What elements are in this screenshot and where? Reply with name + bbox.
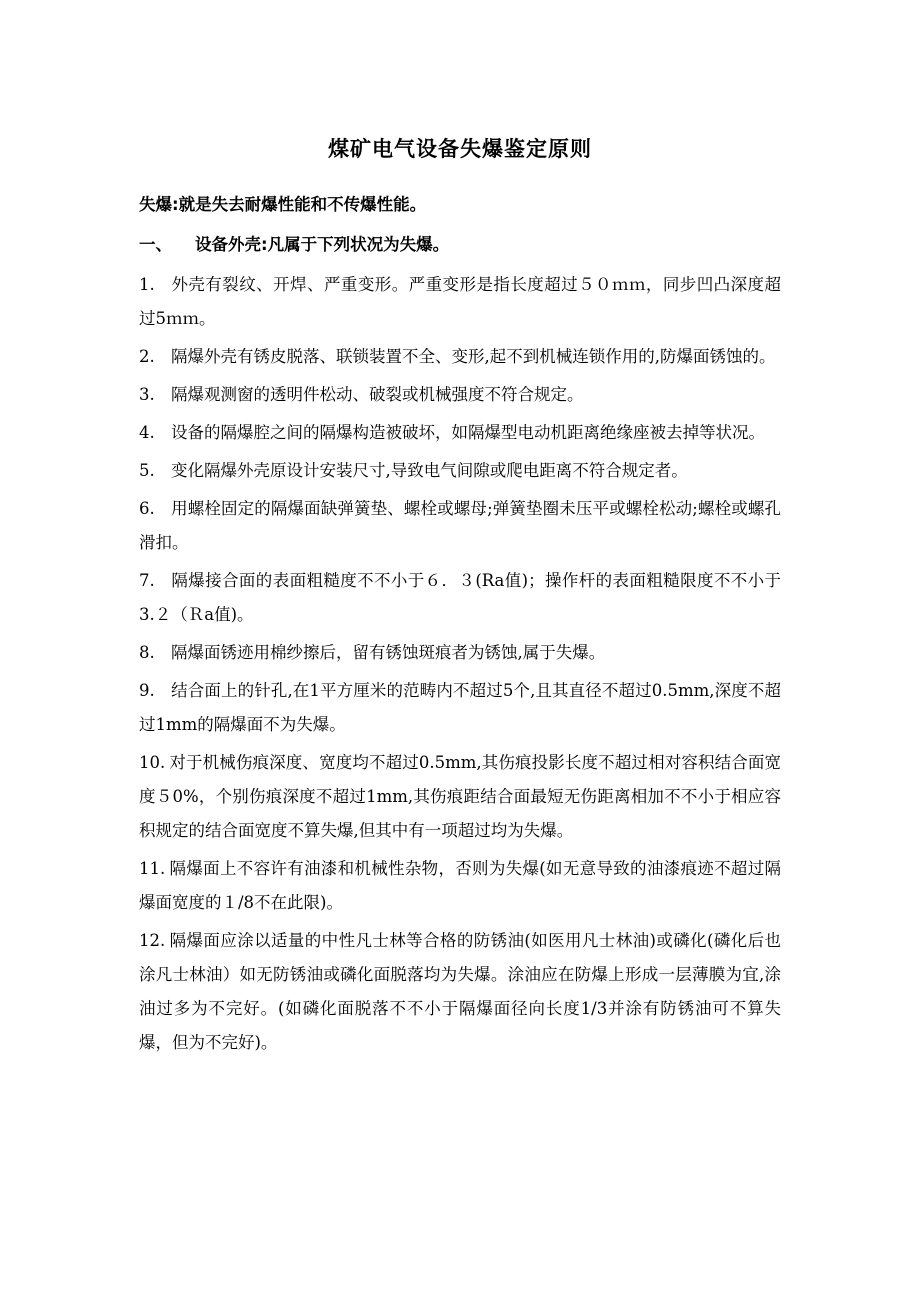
item-number: 7. [139,571,155,590]
item-number: 1. [139,275,155,294]
list-item [139,674,781,742]
list-item [139,492,781,560]
list-item [139,564,781,632]
item-number: 3. [139,385,155,404]
list-item [139,636,781,670]
list-item [139,454,781,488]
list-item [139,378,781,412]
item-text: 结合面上的针孔,在1平方厘米的范畴内不超过5个,且其直径不超过0.5mm,深度不超过1mm的隔爆面不为失爆。 [139,681,781,734]
item-number: 10. [139,753,166,772]
item-text: 隔爆面上不容许有油漆和机械性杂物，否则为失爆(如无意导致的油漆痕迹不超过隔爆面宽度的１/8不在此限)。 [139,859,781,912]
list-item [139,340,781,374]
section-number: 一、 [139,235,172,254]
item-text: 隔爆面锈迹用棉纱擦后，留有锈蚀斑痕者为锈蚀,属于失爆。 [171,643,606,662]
section-heading [139,228,781,262]
item-number: 5. [139,461,155,480]
item-text: 隔爆接合面的表面粗糙度不不小于６．３(Ra值)；操作杆的表面粗糙限度不不小于3.２（Ｒa值)。 [139,571,781,624]
item-number: 8. [139,643,155,662]
list-item [139,924,781,1060]
item-text: 变化隔爆外壳原设计安装尺寸,导致电气间隙或爬电距离不符合规定者。 [171,461,688,480]
document-body [139,188,781,1064]
list-item [139,746,781,848]
item-text: 隔爆观测窗的透明件松动、破裂或机械强度不符合规定。 [171,385,584,404]
item-number: 12. [139,931,166,950]
item-text: 设备的隔爆腔之间的隔爆构造被破坏，如隔爆型电动机距离绝缘座被去掉等状况。 [171,423,765,442]
document-title: 煤矿电气设备失爆鉴定原则 [328,137,592,161]
item-number: 9. [139,681,155,700]
item-number: 6. [139,499,155,518]
item-text: 用螺栓固定的隔爆面缺弹簧垫、螺栓或螺母;弹簧垫圈未压平或螺栓松动;螺栓或螺孔滑扣。 [139,499,781,552]
item-text: 外壳有裂纹、开焊、严重变形。严重变形是指长度超过５０ｍｍ，同步凹凸深度超过5ｍｍ。 [139,275,781,328]
item-text: 隔爆外壳有锈皮脱落、联锁装置不全、变形,起不到机械连锁作用的,防爆面锈蚀的。 [171,347,776,366]
definition-line: 失爆:就是失去耐爆性能和不传爆性能。 [139,195,427,214]
item-number: 2. [139,347,155,366]
item-number: 11. [139,859,166,878]
list-item [139,416,781,450]
list-item [139,268,781,336]
list-item [139,852,781,920]
item-number: 4. [139,423,155,442]
item-text: 隔爆面应涂以适量的中性凡士林等合格的防锈油(如医用凡士林油)或磷化(磷化后也涂凡士林油）如无防锈油或磷化面脱落均为失爆。涂油应在防爆上形成一层薄膜为宜,涂油过多为不完好。(如磷化面脱落不不小于隔爆面径向长度1/3并涂有防锈油可不算失爆，但为不完好)。 [139,931,781,1052]
section-heading-text: 设备外壳:凡属于下列状况为失爆。 [195,235,450,254]
item-text: 对于机械伤痕深度、宽度均不超过0.5mm,其伤痕投影长度不超过相对容积结合面宽度５0%，个别伤痕深度不超过1mm,其伤痕距结合面最短无伤距离相加不不小于相应容积规定的结合面宽度不算失爆,但其中有一项超过均为失爆。 [139,753,781,840]
